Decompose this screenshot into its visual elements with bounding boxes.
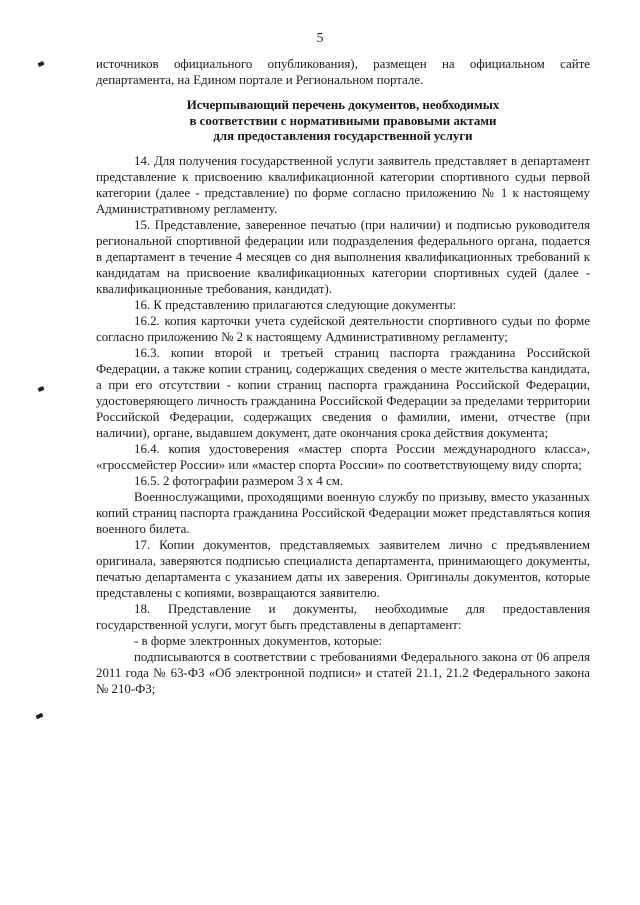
paragraph-signature: подписываются в соответствии с требованиями Федерального закона от 06 апреля 2011 года № 63-ФЗ «Об электронной подписи» и статей 21.1, 21.2 Федерального закона № 210-ФЗ; [96, 649, 590, 696]
heading-line: Исчерпывающий перечень документов, необходимых [186, 98, 500, 112]
paragraph-18: 18. Представление и документы, необходимые для предоставления государственной услуги, могут быть представлены в департамент: [96, 601, 590, 632]
paragraph-16: 16. К представлению прилагаются следующие документы: [134, 297, 457, 312]
paragraph-16-2: 16.2. копия карточки учета судейской деятельности спортивного судьи по форме согласно приложению № 2 к настоящему Административному регламенту; [96, 313, 590, 344]
paragraph-16-4: 16.4. копия удостоверения «мастер спорта России международного класса», «гроссмейстер России» или «мастер спорта России» по соответствующему виду спорта; [96, 441, 590, 472]
paragraph-military: Военнослужащими, проходящими военную службу по призыву, вместо указанных копий страниц паспорта гражданина Российской Федерации может представляться копия военного билета. [96, 489, 590, 536]
section-heading [96, 98, 590, 145]
paragraph-16-3: 16.3. копии второй и третьей страниц паспорта гражданина Российской Федерации, а также копии страниц, содержащих сведения о месте жительства кандидата, а при его отсутствии - копии страниц паспорта гражданина Российской Федерации, удостоверяющего личность гражданина Российской Федерации за пределами территории Российской Федерации, содержащих сведения о фамилии, имени, отчестве (при наличии), органе, выдавшем документ, дате окончания срока действия документа; [96, 345, 590, 440]
document-body [96, 56, 590, 697]
paragraph-17: 17. Копии документов, представляемых заявителем лично с предъявлением оригинала, заверяются подписью специалиста департамента, принимающего документы, печатью департамента с указанием даты их заверения. Оригиналы документов, которые представлены с копиями, возвращаются заявителю. [96, 537, 590, 600]
margin-mark [35, 713, 43, 720]
page-number: 5 [316, 30, 324, 45]
heading-line: в соответствии с нормативными правовыми актами [189, 113, 497, 128]
paragraph-electronic: - в форме электронных документов, которые: [134, 633, 383, 648]
paragraph-continuation: источников официального опубликования), размещен на официальном сайте департамента, на Едином портале и Региональном портале. [96, 57, 590, 87]
paragraph-15: 15. Представление, заверенное печатью (при наличии) и подписью руководителя региональной спортивной федерации или подразделения федерального органа, подается в департамент в течение 4 месяцев со дня выполнения квалификационных требований к кандидатам на присвоение квалификационных категории спортивных судей (далее - квалификационные требования, кандидат). [96, 217, 590, 296]
paragraph-16-5: 16.5. 2 фотографии размером 3 х 4 см. [134, 473, 344, 488]
heading-line: для предоставления государственной услуги [213, 129, 473, 143]
margin-mark [37, 61, 44, 67]
margin-mark [37, 386, 44, 392]
paragraph-14: 14. Для получения государственной услуги заявитель представляет в департамент представление к присвоению квалификационной категории спортивного судьи первой категории (далее - представление) по форме согласно приложению № 1 к настоящему Административному регламенту. [96, 153, 590, 216]
